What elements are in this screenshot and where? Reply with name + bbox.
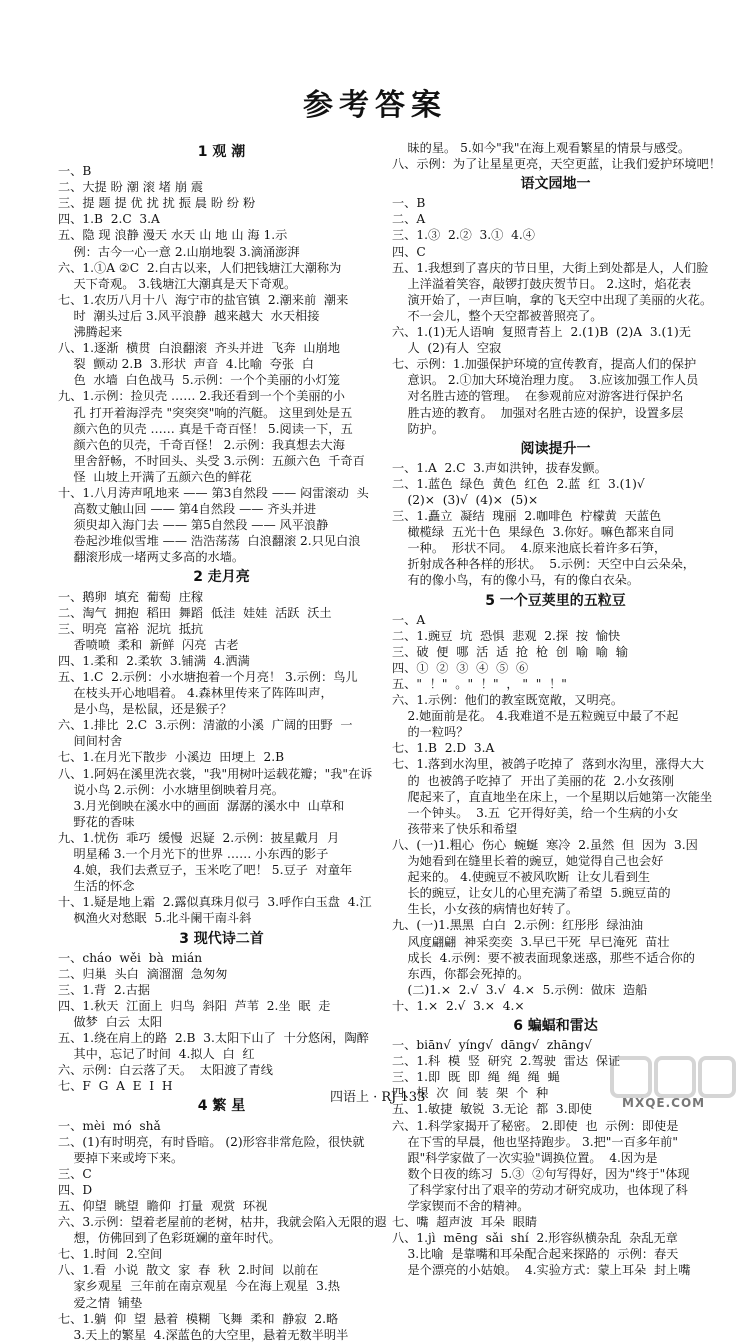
answer-line: 3.比喻 是靠嘴和耳朵配合起来探路的 示例：春天 xyxy=(392,1247,679,1262)
answer-line: 九、1.示例：捡贝壳 …… 2.我还看到一个个美丽的小 xyxy=(58,389,345,404)
answer-line: 防护。 xyxy=(392,421,445,436)
answer-line: 七、F G A E I H xyxy=(58,1079,173,1094)
answer-line: 五、1.我想到了喜庆的节日里，大街上到处都是人，人们脸 xyxy=(392,260,709,275)
answer-line: 五、1.敏捷 敏锐 3.无论 都 3.即使 xyxy=(392,1102,592,1117)
answer-line: (2)× (3)√ (4)× (5)× xyxy=(392,492,539,507)
answer-line: 四、1.柔和 2.柔软 3.铺满 4.洒满 xyxy=(58,653,250,668)
answer-line: 一、biān√ yíng√ dāng√ zhāng√ xyxy=(392,1038,592,1053)
answer-line: 十、1.八月涛声吼地来 —— 第3自然段 —— 闷雷滚动 头 xyxy=(58,485,369,500)
answer-line: 上洋溢着笑容，敲锣打鼓庆贺节日。 2.这时，焰花表 xyxy=(392,276,692,291)
answer-line: 沸腾起来 xyxy=(58,325,123,340)
answer-line: 三、明亮 富裕 泥坑 抵抗 xyxy=(58,621,204,636)
answer-line: 五、1.绕在肩上的路 2.B 3.太阳下山了 十分悠闲，陶醉 xyxy=(58,1031,369,1046)
answer-line: 卷起沙堆似雪堆 —— 浩浩荡荡 白浪翻滚 2.只见白浪 xyxy=(58,534,361,549)
watermark-text: MXQE.COM xyxy=(622,1096,706,1110)
answer-line: 八、1.看 小说 散文 家 春 秋 2.时间 以前在 xyxy=(58,1263,319,1278)
answer-line: 二、1.科 模 竖 研究 2.驾驶 雷达 保证 xyxy=(392,1054,621,1069)
answer-line: 不一会儿，整个天空都被普照亮了。 xyxy=(392,308,603,323)
answer-line: 三、C xyxy=(58,1166,92,1181)
answer-line: 明星稀 3.一个月光下的世界 …… 小东西的影子 xyxy=(58,847,329,862)
answer-line: 一、B xyxy=(392,196,426,211)
answer-line: 意识。 2.①加大环境治理力度。 3.应该加强工作人员 xyxy=(392,373,699,388)
answer-line: 4.娘，我们去煮豆子，玉米吃了吧！ 5.豆子 对童年 xyxy=(58,863,353,878)
answer-line: 五、仰望 眺望 瞻仰 打量 观赏 环视 xyxy=(58,1199,268,1213)
answer-line: 七、1.B 2.D 3.A xyxy=(392,741,495,756)
answer-line: 三、提 题 提 优 扰 扰 振 晨 盼 纷 粉 xyxy=(58,196,256,211)
answer-line: 例：古今一心一意 2.山崩地裂 3.滴涌澎湃 xyxy=(58,244,300,259)
answer-line: 四、1.秋天 江面上 归鸟 斜阳 芦苇 2.坐 眠 走 xyxy=(58,998,331,1013)
answer-line: 的 也被鸽子吃掉了 开出了美丽的花 2.小女孩刚 xyxy=(392,773,674,788)
answer-line: 孔 打开着海浮壳 "突突突"响的汽艇。 这里到处是五 xyxy=(58,405,353,420)
answer-line: 对名胜古迹的管理。 在参观前应对游客进行保护名 xyxy=(392,389,684,404)
page-title: 参考答案 xyxy=(303,88,447,123)
answer-line: 的一粒吗？ xyxy=(392,725,469,740)
answer-line: 爬起来了，直直地坐在床上，一个星期以后她第一次能坐 xyxy=(392,789,713,804)
answer-line: 八、(一)1.粗心 伤心 蜿蜒 寒冷 2.虽然 但 因为 3.因 xyxy=(392,837,698,852)
answer-line: 三、1.③ 2.② 3.① 4.④ xyxy=(392,228,535,243)
answer-line: 一、A xyxy=(392,612,426,627)
answer-line: 五、隐 现 浪静 漫天 水天 山 地 山 海 1.示 xyxy=(58,228,288,243)
answer-line: 想，仿佛回到了色彩斑斓的童年时代。 xyxy=(58,1231,281,1246)
section-heading: 4 繁 星 xyxy=(197,1098,246,1115)
answer-line: 十、1.疑是地上霜 2.露似真珠月似弓 3.呼作白玉盘 4.江 xyxy=(58,895,372,910)
answer-line: 长的豌豆，让女儿的心里充满了希望 5.豌豆苗的 xyxy=(392,886,671,901)
answer-line: 孩带来了快乐和希望 xyxy=(392,821,518,836)
answer-line: 七、1.在月光下散步 小溪边 田埂上 2.B xyxy=(58,750,285,765)
answer-line: 七、嘴 超声波 耳朵 眼睛 xyxy=(392,1215,538,1230)
answer-line: 二、1.豌豆 坑 恐惧 悲观 2.探 按 愉快 xyxy=(392,628,621,643)
answer-line: 野花的香味 xyxy=(58,814,135,829)
answer-line: 须臾却入海门去 —— 第5自然段 —— 风平浪静 xyxy=(58,518,329,533)
answer-line: 家乡观星 三年前在南京观星 今在海上观星 3.热 xyxy=(58,1279,340,1294)
answer-line: 九、1.忧伤 乖巧 缓慢 迟疑 2.示例：披星戴月 月 xyxy=(58,830,340,845)
answer-line: 七、1.落到水沟里，被鸽子吃掉了 落到水沟里，涨得大大 xyxy=(392,757,704,772)
answer-line: 爱之情 铺垫 xyxy=(58,1295,143,1310)
answer-line: 九、(一)1.黑黑 白白 2.示例：红彤彤 绿油油 xyxy=(392,918,644,933)
answer-line: 3.月光倒映在溪水中的画面 潺潺的溪水中 山草和 xyxy=(58,798,345,813)
answer-line: 做梦 白云 太阳 xyxy=(58,1014,163,1029)
answer-line: 三、破 便 哪 活 适 抢 枪 创 喻 喻 输 xyxy=(392,644,628,659)
answer-line: 四、根 次 间 装 架 个 种 xyxy=(392,1086,549,1101)
answer-line: 橄榄绿 五光十色 果绿色 3.你好。嘛色都来自同 xyxy=(392,525,674,540)
answer-line: 其中，忘记了时间 4.拟人 白 红 xyxy=(58,1047,255,1062)
answer-line: 一、鹅卵 填充 葡萄 庄稼 xyxy=(58,589,204,604)
answer-line: 七、示例：1.加强保护环境的宣传教育，提高人们的保护 xyxy=(392,357,697,372)
section-heading: 5 一个豆荚里的五粒豆 xyxy=(485,592,626,609)
answer-line: 四、① ② ③ ④ ⑤ ⑥ xyxy=(392,660,529,675)
answer-line: 一、mèi mó shǎ xyxy=(58,1118,161,1133)
answer-line: 是小鸟，是松鼠，还是猴子？ xyxy=(58,702,232,717)
answer-line: 裂 颤动 2.B 3.形状 声音 4.比喻 夸张 白 xyxy=(58,357,314,372)
answer-line: 六、1.示例：他们的教室既宽敞，又明亮。 xyxy=(392,693,624,708)
answer-line: 跟"科学家做了一次实验"调换位置。 4.因为是 xyxy=(392,1150,658,1165)
answer-line: (二)1.× 2.√ 3.√ 4.× 5.示例：做床 造船 xyxy=(392,982,648,997)
answer-line: 八、1.阿妈在溪里洗衣裳，"我"用树叶运载花瓣；"我"在诉 xyxy=(58,766,373,781)
answer-line: 二、大提 盼 潮 滚 堵 崩 震 xyxy=(58,180,204,195)
answer-line: 十、1.× 2.√ 3.× 4.× xyxy=(392,998,525,1013)
section-heading: 3 现代诗二首 xyxy=(179,930,264,947)
answer-line: 颜六色的贝壳，千奇百怪！ 2.示例：我真想去大海 xyxy=(58,437,345,452)
answer-line: 二、1.蓝色 绿色 黄色 红色 2.蓝 红 3.(1)√ xyxy=(392,476,645,491)
answer-line: 七、1.农历八月十八 海宁市的盐官镇 2.潮来前 潮来 xyxy=(58,292,349,307)
page-footer: 四语上 · RJ 133 xyxy=(330,1090,426,1105)
answer-line: 学家锲而不舍的精神。 xyxy=(392,1199,530,1213)
answer-line: 三、1.矗立 凝结 瑰丽 2.咖啡色 柠檬黄 天蓝色 xyxy=(392,509,662,524)
answer-line: 时 潮头过后 3.风平浪静 越来越大 水天相接 xyxy=(58,308,320,323)
answer-line: 八、1.jì mēng sǎi shí 2.形容纵横杂乱 杂乱无章 xyxy=(392,1231,678,1246)
answer-line: 为她看到在缝里长着的豌豆，她觉得自己也会好 xyxy=(392,854,664,869)
answer-line: 八、1.逐渐 横贯 白浪翻滚 齐头并进 飞奔 山崩地 xyxy=(58,341,340,356)
answer-line: 八、示例：为了让星星更亮，天空更蓝，让我们爱护环境吧！ xyxy=(392,157,722,172)
answer-line: 东西，你都会死掉的。 xyxy=(392,966,530,981)
section-heading: 6 蝙蝠和雷达 xyxy=(513,1017,598,1034)
section-heading: 2 走月亮 xyxy=(193,569,250,586)
section-heading: 阅读提升一 xyxy=(520,440,591,457)
answer-line: 三、1.背 2.古据 xyxy=(58,982,150,997)
answer-line: 生长，小女孩的病情也好转了。 xyxy=(392,902,579,917)
answer-line: 在枝头开心地唱着。 4.森林里传来了阵阵叫声， xyxy=(58,686,333,701)
answer-line: 有的像小鸟，有的像小马，有的像白衣朵。 xyxy=(392,573,640,588)
answer-line: 说小鸟 2.示例：小水塘里倒映着月亮。 xyxy=(58,782,284,797)
answer-line: 三、1.即 既 即 绳 绳 绳 蝇 xyxy=(392,1070,560,1085)
answer-line: 间间村舍 xyxy=(58,734,123,749)
answer-line: 一种。 形状不同。 4.原来池底长着许多石笋， xyxy=(392,541,667,556)
answer-line: 七、1.躺 仰 望 悬着 模糊 飞舞 柔和 静寂 2.略 xyxy=(58,1311,339,1326)
answer-line: 七、1.时间 2.空间 xyxy=(58,1247,163,1262)
answer-line: 要掉下来或垮下来。 xyxy=(58,1150,184,1165)
answer-line: 一、B xyxy=(58,164,92,179)
answer-line: 演开始了，一声巨响，拿的飞天空中出现了美丽的火花。 xyxy=(392,292,713,307)
answer-line: 是个漂亮的小姑娘。 4.实验方式：蒙上耳朵 封上嘴 xyxy=(392,1263,691,1278)
answer-line: 香喷喷 柔和 新鲜 闪亮 古老 xyxy=(58,637,239,652)
answer-line: 高数丈触山回 —— 第4自然段 —— 齐头并进 xyxy=(58,502,317,517)
answer-line: 颜六色的贝壳 …… 真是千奇百怪！ 5.阅读一下，五 xyxy=(58,421,353,436)
section-heading: 1 观 潮 xyxy=(197,144,246,160)
answer-line: 胜古迹的教育。 加强对名胜古迹的保护，设置多层 xyxy=(392,405,684,420)
answer-line: 四、D xyxy=(58,1182,93,1197)
answer-line: 怪 山坡上开满了五颜六色的鲜花 xyxy=(58,469,252,484)
answer-line: 里舍舒畅，不时回头、头受 3.示例：五颜六色 千奇百 xyxy=(58,453,365,468)
answer-line: 枫渔火对愁眠 5.北斗阑干南斗斜 xyxy=(58,911,252,926)
answer-line: 五、" ！" 。" ！" ， " " ！" xyxy=(392,677,567,691)
answer-line: 人 (2)有人 空寂 xyxy=(392,341,502,356)
answer-line: 了科学家付出了艰辛的劳动才研究成功，也体现了科 xyxy=(392,1182,688,1197)
answer-line: 一、cháo wěi bà mián xyxy=(58,950,203,965)
answer-line: 六、3.示例：望着老屋前的老树，枯井，我就会陷入无限的遐 xyxy=(58,1215,387,1230)
answer-line: 色 水墙 白色战马 5.示例：一个个美丽的小灯笼 xyxy=(58,373,340,388)
answer-line: 六、1.科学家揭开了秘密。 2.即使 也 示例：即使是 xyxy=(392,1118,679,1133)
answer-line: 2.她面前是花。 4.我难道不是五粒豌豆中最了不起 xyxy=(392,709,679,724)
answer-line: 生活的怀念 xyxy=(58,879,135,894)
answer-line: 3.天上的繁星 4.深蓝色的大空里，悬着无数半明半 xyxy=(58,1327,349,1342)
answer-line: 二、A xyxy=(392,212,426,227)
answer-line: 一、1.A 2.C 3.声如洪钟，拔春发颤。 xyxy=(392,460,607,475)
answer-line: 四、1.B 2.C 3.A xyxy=(58,212,160,227)
answer-line: 在下雪的早晨，他也坚持跑步。 3.把"一百多年前" xyxy=(392,1134,678,1149)
answer-line: 折射成各种各样的形状。 5.示例：天空中白云朵朵， xyxy=(392,557,695,572)
answer-line: 二、(1)有时明亮，有时昏暗。 (2)形容非常危险，很快就 xyxy=(58,1134,365,1149)
answer-line: 一个钟头。 3.五 它开得好美，给一个生病的小女 xyxy=(392,805,679,820)
answer-line: 四、C xyxy=(392,244,426,259)
answer-line: 五、1.C 2.示例：小水塘抱着一个月亮！ 3.示例：鸟儿 xyxy=(58,670,358,684)
answer-line: 二、淘气 拥抱 稻田 舞蹈 低洼 娃娃 活跃 沃土 xyxy=(58,605,332,620)
answer-line: 昧的星。 5.如今"我"在海上观看繁星的情景与感受。 xyxy=(392,141,691,155)
answer-line: 六、1.①A ②C 2.白古以来，人们把钱塘江大潮称为 xyxy=(58,260,342,275)
answer-line: 六、1.排比 2.C 3.示例：清澈的小溪 广阔的田野 一 xyxy=(58,718,353,733)
answer-line: 风度翩翩 神采奕奕 3.早已干死 早已淹死 苗壮 xyxy=(392,934,670,949)
answer-line: 起来的。 4.使豌豆不被风吹断 让女儿看到生 xyxy=(392,870,651,885)
answer-line: 数个日夜的练习 5.③ ②句写得好，因为"终于"体现 xyxy=(392,1166,690,1181)
answer-line: 六、示例：白云落了天。 太阳渡了青线 xyxy=(58,1063,273,1078)
left-column xyxy=(58,140,385,1343)
answer-line: 翻滚形成一堵两丈多高的水墙。 xyxy=(58,550,245,565)
answer-line: 六、1.(1)无人语响 复照青苔上 2.(1)B (2)A 3.(1)无 xyxy=(392,325,691,340)
answer-line: 成长 4.示例：要不被表面现象迷惑，那些不适合你的 xyxy=(392,950,695,965)
answer-line: 二、归巢 头白 滴溜溜 急匆匆 xyxy=(58,966,228,981)
section-heading: 语文园地一 xyxy=(520,176,591,193)
answer-line: 天下奇观。 3.钱塘江大潮真是天下奇观。 xyxy=(58,276,297,291)
